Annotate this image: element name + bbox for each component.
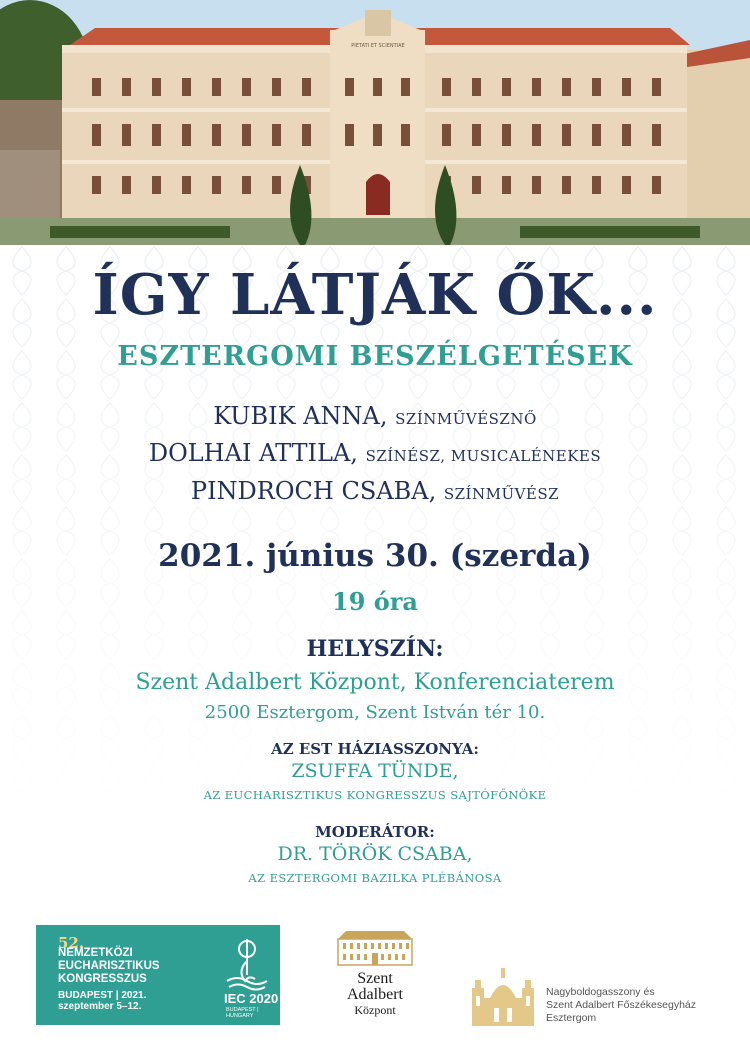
guest-line <box>0 439 750 467</box>
cathedral-icon <box>468 966 538 1028</box>
iec-line3: KONGRESSZUS <box>58 973 147 985</box>
moderator-name: DR. TÖRÖK CSABA, <box>277 843 473 865</box>
cathedral-line3: Esztergom <box>546 1012 597 1024</box>
moderator-label: MODERÁTOR: <box>315 823 435 841</box>
iec-logo <box>36 925 280 1025</box>
inscription: PIETATI ET SCIENTIAE <box>351 43 405 49</box>
iec-place-year: BUDAPEST | 2021. <box>58 990 147 1001</box>
event-time: 19 óra <box>332 587 418 616</box>
guest-role: SZÍNMŰVÉSZ <box>443 485 560 503</box>
host-name: ZSUFFA TÜNDE, <box>291 760 459 782</box>
guest-name: DOLHAI ATTILA, <box>148 439 358 467</box>
cathedral-logo <box>468 962 728 1032</box>
event-subtitle: ESZTERGOMI BESZÉLGETÉSEK <box>117 341 633 372</box>
guest-line <box>0 477 750 505</box>
iec-logo-text: IEC 2020 <box>224 991 279 1006</box>
building-icon <box>336 927 414 967</box>
iec-dates: szeptember 5–12. <box>58 1001 142 1012</box>
event-title: ÍGY LÁTJÁK ŐK... <box>92 262 658 328</box>
cathedral-line1: Nagyboldogasszony és <box>546 986 655 998</box>
iec-line1: NEMZETKÖZI <box>58 947 133 959</box>
iec-logo-sub: BUDAPEST | HUNGARY <box>226 1007 259 1019</box>
iec-line2: EUCHARISZTIKUS <box>58 960 160 972</box>
event-date: 2021. június 30. (szerda) <box>158 538 592 574</box>
adalbert-line3: Központ <box>354 1003 396 1017</box>
guest-line <box>0 402 750 430</box>
guest-name: PINDROCH CSABA, <box>190 477 437 505</box>
iec-emblem-icon <box>219 935 275 991</box>
venue-address: 2500 Esztergom, Szent István tér 10. <box>204 702 546 723</box>
adalbert-line1: Szent <box>357 970 393 987</box>
adalbert-line2: Adalbert <box>347 986 403 1003</box>
host-label: AZ EST HÁZIASSZONYA: <box>271 740 479 758</box>
host-role: AZ EUCHARISZTIKUS KONGRESSZUS SAJTÓFŐNÖKE <box>203 788 547 802</box>
guest-role: SZÍNMŰVÉSZNŐ <box>395 410 537 428</box>
venue-label: HELYSZÍN: <box>306 636 444 662</box>
header-photo <box>0 0 750 245</box>
cathedral-line2: Szent Adalbert Főszékesegyház <box>546 999 697 1011</box>
iec-number: 52. <box>58 934 85 952</box>
guest-name: KUBIK ANNA, <box>213 402 388 430</box>
adalbert-logo <box>330 925 420 1025</box>
guest-role: SZÍNÉSZ, MUSICALÉNEKES <box>365 447 602 465</box>
venue-name: Szent Adalbert Központ, Konferenciaterem <box>135 670 615 695</box>
moderator-role: AZ ESZTERGOMI BAZILKA PLÉBÁNOSA <box>248 871 502 885</box>
